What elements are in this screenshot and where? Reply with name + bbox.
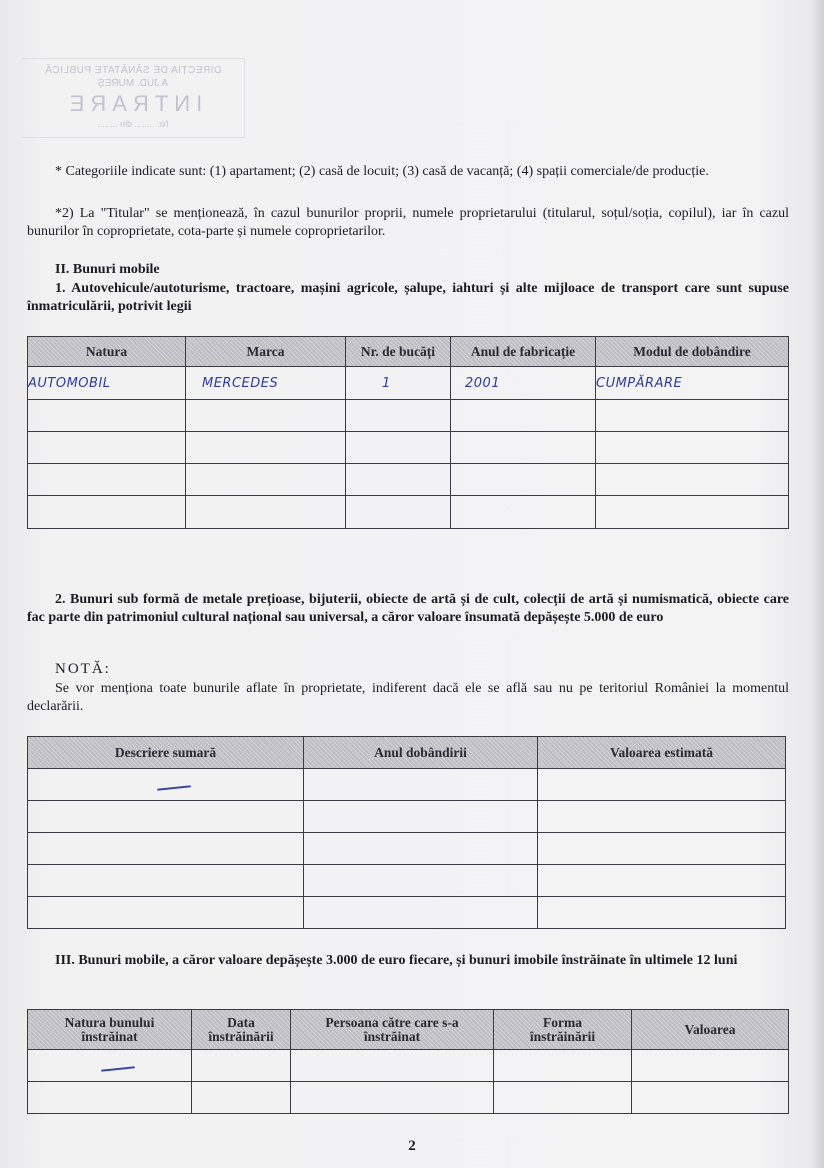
nota-title: NOTĂ: bbox=[55, 661, 111, 677]
table-row bbox=[28, 400, 789, 432]
cell-mod-dobandire: CUMPĂRARE bbox=[596, 367, 789, 400]
col-header-nr-bucati: Nr. de bucăți bbox=[346, 337, 451, 367]
table-row bbox=[28, 367, 789, 400]
col-header-mod-dobandire: Modul de dobândire bbox=[596, 337, 789, 367]
section-2-2-heading: 2. Bunuri sub formă de metale prețioase, bijuterii, obiecte de artă și de cult, colecții de artă și numismatică, obiecte care fac parte din patrimoniul cultural național sau universal, a căror valoare însumată depășește 5.000 de euro bbox=[27, 592, 789, 625]
handwritten-dash-mark bbox=[156, 785, 190, 791]
table-header-row bbox=[28, 737, 786, 769]
cell-an-fabricatie: 2001 bbox=[451, 367, 596, 400]
col-header-an-fabricatie: Anul de fabricație bbox=[451, 337, 596, 367]
col-header-data-instrainarii: Data înstrăinării bbox=[192, 1010, 291, 1050]
table-row bbox=[28, 432, 789, 464]
precious-goods-table bbox=[27, 736, 786, 929]
registration-stamp: DIRECȚIA DE SĂNĂTATE PUBLICĂ A JUD. MUREȘ INTRARE Nr. ........ din ........ bbox=[22, 58, 245, 138]
col-header-marca: Marca bbox=[186, 337, 346, 367]
table-header-row bbox=[28, 337, 789, 367]
table-row bbox=[28, 1082, 789, 1114]
nota-text: Se vor menționa toate bunurile aflate în proprietate, indiferent dacă ele se află sau nu pe teritoriul României la momentul declarării. bbox=[27, 681, 789, 714]
table-header-row bbox=[28, 1010, 789, 1050]
table-row bbox=[28, 496, 789, 529]
table-row bbox=[28, 464, 789, 496]
col-header-forma-instrainarii: Forma înstrăinării bbox=[494, 1010, 632, 1050]
cell-nr-bucati: 1 bbox=[346, 367, 451, 400]
table-row bbox=[28, 865, 786, 897]
table-row bbox=[28, 801, 786, 833]
col-header-valoarea: Valoarea bbox=[632, 1010, 789, 1050]
cell-natura: AUTOMOBIL bbox=[28, 367, 186, 400]
col-header-natura-bunului: Natura bunului înstrăinat bbox=[28, 1010, 192, 1050]
col-header-an-dobandire: Anul dobândirii bbox=[304, 737, 538, 769]
cell-marca: MERCEDES bbox=[186, 367, 346, 400]
page-edge-shadow bbox=[812, 0, 824, 1168]
section-2-1-heading: 1. Autovehicule/autoturisme, tractoare, mașini agricole, șalupe, iahturi și alte mijloace de transport care sunt supuse înmatriculării, potrivit legii bbox=[27, 281, 789, 314]
handwritten-dash-mark bbox=[100, 1066, 134, 1072]
vehicles-table bbox=[27, 336, 789, 529]
col-header-persoana: Persoana către care s-a înstrăinat bbox=[291, 1010, 494, 1050]
alienated-goods-table bbox=[27, 1009, 789, 1114]
col-header-descriere: Descriere sumară bbox=[28, 737, 304, 769]
section-3-heading: III. Bunuri mobile, a căror valoare depășește 3.000 de euro fiecare, și bunuri imobile înstrăinate în ultimele 12 luni bbox=[55, 953, 738, 968]
table-row bbox=[28, 769, 786, 801]
table-row bbox=[28, 897, 786, 929]
footnote-titular: *2) La "Titular" se menționează, în cazul bunurilor proprii, numele proprietarului (titularul, soțul/soția, copilul), iar în cazul bunurilor în coproprietate, cota-parte și numele coproprietarilor. bbox=[27, 206, 789, 239]
table-row bbox=[28, 1050, 789, 1082]
section-2-heading: II. Bunuri mobile bbox=[55, 262, 160, 277]
col-header-natura: Natura bbox=[28, 337, 186, 367]
page-number: 2 bbox=[408, 1138, 416, 1154]
footnote-categories: * Categoriile indicate sunt: (1) apartament; (2) casă de locuit; (3) casă de vacanță; (4) spații comerciale/de producție. bbox=[55, 164, 709, 179]
col-header-valoare-estimata: Valoarea estimată bbox=[538, 737, 786, 769]
table-row bbox=[28, 833, 786, 865]
